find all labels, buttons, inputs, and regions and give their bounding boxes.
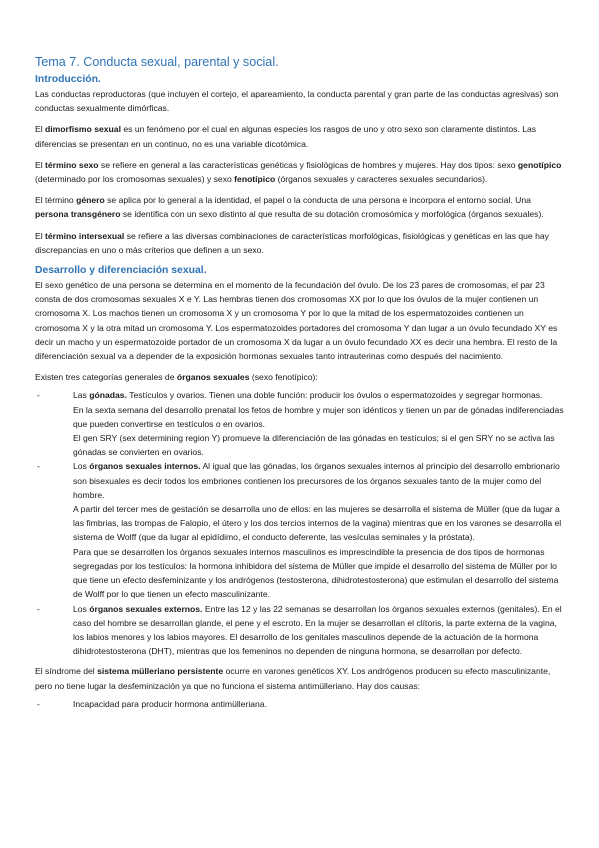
intro-paragraph-5: El término intersexual se refiere a las diversas combinaciones de características morfológicas, fisiológicas y genéticas en las que hay discrepancias en uno o más criterios que definen a un sexo. — [35, 230, 549, 255]
section-heading-intro: Introducción. — [35, 74, 101, 85]
intro-paragraph-2: El dimorfismo sexual es un fenómeno por el cual en algunas especies los rasgos de uno y otro sexo son claramente distintos. Las diferencias se presentan en un continuo, no es una variable dicotómica. — [35, 124, 537, 149]
intro-paragraph-4: El término género se aplica por lo general a la identidad, el papel o la conducta de una persona e incorpora el entorno social. Una persona transgénero se identifica con un sexo distinto al que resulta de su dotación cromosómica y morfológica (órganos sexuales). — [35, 195, 544, 220]
section-heading-development: Desarrollo y diferenciación sexual. — [35, 265, 207, 277]
document-title: Tema 7. Conducta sexual, parental y social. — [35, 55, 279, 69]
intro-paragraph-3: El término sexo se refiere en general a las características genéticas y fisiológicas de hombres y mujeres. Hay dos tipos: sexo genotípico (determinado por los cromosomas sexuales) y sexo fenotípico (órganos sexuales y caracteres sexuales secundarios). — [35, 159, 562, 185]
development-paragraph-1: El sexo genético de una persona se determina en el momento de la fecundación del óvulo. De los 23 pares de cromosomas, el par 23 consta de dos cromosomas sexuales X e Y. Las hembras tienen dos cromosomas XX por lo que los óvulos de la mujer contienen un cromosoma X. Los machos tienen un cromosoma X y un cromosoma Y por lo que la mitad de los espermatozoides contienen un cromosoma X y la otra mitad un cromosoma Y. Los espermatozoides portadores del cromosoma Y dan lugar a un óvulo fecundado XY es decir un macho y un espermatozoide portador de un cromosoma X da lugar a un óvulo fecundado XX es decir una hembra. El resto de la diferenciación sexual va a depender de la exposición hormonas sexuales tanto intrauterinas como después del nacimiento. — [35, 280, 558, 362]
development-paragraph-2: Existen tres categorías generales de órganos sexuales (sexo fenotípico): — [35, 372, 318, 383]
list-item-cause-1: - Incapacidad para producir hormona antimülleriana. — [35, 697, 564, 711]
list-bullet: - — [37, 390, 40, 401]
list-bullet: - — [37, 461, 40, 472]
intro-paragraph-1: Las conductas reproductoras (que incluyen el cortejo, el apareamiento, la conducta parental y gran parte de las conductas agresivas) son conductas sexualmente dimórficas. — [35, 89, 559, 114]
organs-list — [35, 388, 564, 658]
list-item-organos-externos: - Los órganos sexuales externos. Entre las 12 y las 22 semanas se desarrollan los órganos sexuales externos (genitales). En el caso del hombre se desarrollan glande, el pene y el escroto. En la mujer se desarrollan el clítoris, la parte externa de la vagina, los labios menores y los labios mayores. El desarrollo de los genitales masculinos depende de la actuación de la hormona dihidrotestosterona (DHT), mientras que los femeninos no dependen de ninguna hormona, se desarrollan por defecto. — [37, 603, 562, 657]
causes-list — [35, 697, 564, 711]
list-bullet: - — [37, 698, 40, 709]
list-bullet: - — [37, 603, 40, 614]
development-paragraph-3: El síndrome del sistema mülleriano persistente ocurre en varones genéticos XY. Los andrógenos producen su efecto masculinizante, pero no tiene lugar la desfeminización ya que no funciona el sistema antimülleriano. Hay dos causas: — [35, 666, 551, 691]
list-item-organos-internos: - Los órganos sexuales internos. Al igual que las gónadas, los órganos sexuales internos al principio del desarrollo embrionario son bisexuales es decir todos los embriones contienen los precursores de los órganos sexuales tanto de la mujer como del hombre. A partir del tercer mes de gestación se desarrolla uno de ellos: en las mujeres se desarrolla el sistema de Müller (que da lugar a las fimbrias, las trompas de Falopio, el útero y los dos tercios internos de la vagina) mientras que en los varones se desarrolla el sistema de Wolff (que da lugar al epidídimo, el conducto deferente, las vesículas seminales y la próstata). Para que se desarrollen los órganos sexuales internos masculinos es imprescindible la presencia de dos tipos de hormonas segregadas por los testículos: la hormona inhibidora del sistema de Müller que impide el desarrollo del sistema de Müller por lo que tiene un efecto desfeminizante y los andrógenos (testosterona, dihidrotestosterona) que estimulan el desarrollo del sistema de Wolff por lo que tienen un efecto masculinizante. — [37, 461, 562, 600]
list-item-gonadas: - Las gónadas. Testículos y ovarios. Tienen una doble función: producir los óvulos o espermatozoides y segregar hormonas. En la sexta semana del desarrollo prenatal los fetos de hombre y mujer son idénticos y tienen un par de gónadas indiferenciadas que pueden convertirse en testículos o en ovarios. El gen SRY (sex determining region Y) promueve la diferenciación de las gónadas en testículos; si el gen SRY no se activa las gónadas se convierten en ovarios. — [37, 390, 564, 458]
